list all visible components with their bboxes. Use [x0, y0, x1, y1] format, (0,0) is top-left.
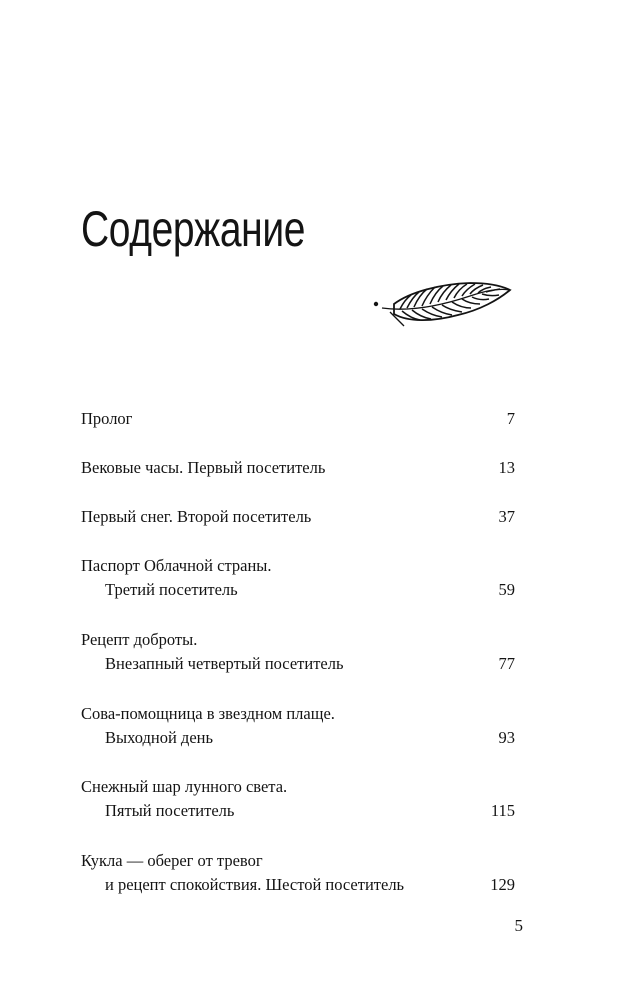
toc-page-number: 37	[498, 507, 515, 526]
toc-entry-subtitle: Выходной день	[105, 728, 213, 747]
feather-icon	[370, 282, 512, 332]
toc-page-number: 59	[498, 580, 515, 599]
toc-entry-title: Паспорт Облачной страны.	[81, 556, 272, 575]
toc-page-number: 7	[506, 409, 515, 428]
toc-entry-chapter-3[interactable]	[81, 555, 515, 577]
toc-entry-chapter-5[interactable]	[81, 703, 515, 725]
toc-entry-title: Вековые часы. Первый посетитель	[81, 458, 326, 477]
toc-entry-title: Пролог	[81, 409, 133, 428]
toc-page-number: 77	[498, 654, 515, 673]
toc-entry-chapter-4-continued[interactable]	[81, 653, 515, 675]
toc-page-number: 13	[498, 458, 515, 477]
toc-page-number: 115	[490, 801, 515, 820]
toc-entry-chapter-4[interactable]	[81, 629, 515, 651]
toc-entry-title: Первый снег. Второй посетитель	[81, 507, 312, 526]
toc-entry-title: Снежный шар лунного света.	[81, 777, 288, 796]
toc-entry-title: Кукла — оберег от тревог	[81, 851, 263, 870]
toc-entry-chapter-7[interactable]	[81, 850, 515, 872]
toc-page-number: 129	[490, 875, 515, 894]
toc-entry-chapter-7-continued[interactable]	[81, 874, 515, 896]
toc-entry-subtitle: и рецепт спокойствия. Шестой посетитель	[105, 875, 405, 894]
toc-entry-chapter-6[interactable]	[81, 776, 515, 798]
toc-entry-subtitle: Третий посетитель	[105, 580, 238, 599]
toc-entry-subtitle: Пятый посетитель	[105, 801, 235, 820]
toc-entry-chapter-5-continued[interactable]	[81, 727, 515, 749]
toc-entry-prologue[interactable]	[81, 408, 515, 430]
toc-entry-subtitle: Внезапный четвертый посетитель	[105, 654, 344, 673]
toc-entry-chapter-6-continued[interactable]	[81, 800, 515, 822]
toc-entry-chapter-3-continued[interactable]	[81, 579, 515, 601]
toc-entry-chapter-2[interactable]	[81, 506, 515, 528]
toc-page-number: 93	[498, 728, 515, 747]
page-title: Содержание	[81, 201, 306, 257]
toc-entry-title: Рецепт доброты.	[81, 630, 198, 649]
toc-entry-title: Сова-помощница в звездном плаще.	[81, 704, 335, 723]
toc-entry-chapter-1[interactable]	[81, 457, 515, 479]
folio-page-number: 5	[514, 916, 523, 935]
